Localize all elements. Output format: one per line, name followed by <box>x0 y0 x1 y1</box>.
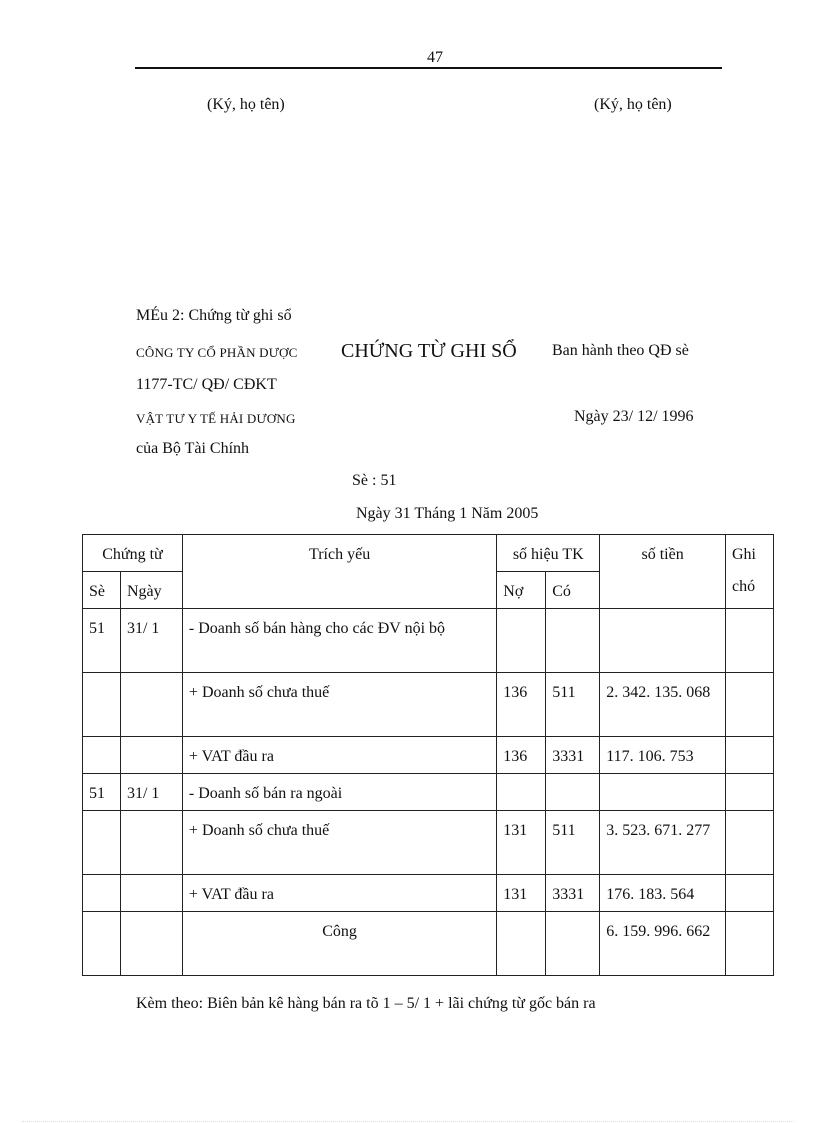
header-ghi-chu <box>725 535 773 609</box>
table-row <box>83 875 774 912</box>
cell-trich-yeu: + Doanh số chưa thuế <box>182 673 496 737</box>
decree-line2: 1177-TC/ QĐ/ CĐKT <box>136 376 277 393</box>
cell-ngay <box>120 875 182 912</box>
cell-ghi-chu <box>725 774 773 811</box>
cell-no <box>497 912 546 976</box>
table-row <box>83 774 774 811</box>
form-label: MÉu 2: Chứng từ ghi sổ <box>136 307 292 324</box>
header-trich-yeu: Trích yếu <box>182 535 496 609</box>
cell-so <box>83 912 121 976</box>
table-total-row <box>83 912 774 976</box>
ledger-table <box>82 534 774 976</box>
decree-line3: của Bộ Tài Chính <box>136 440 250 457</box>
header-ghi-chu-1: Ghi <box>731 546 756 563</box>
table-row <box>83 609 774 673</box>
cell-no: 136 <box>497 673 546 737</box>
cell-so-tien: 2. 342. 135. 068 <box>600 673 726 737</box>
signature-right: (Ký, họ tên) <box>594 96 672 113</box>
table-row <box>83 737 774 774</box>
header-so-tien: số tiền <box>600 535 726 609</box>
document-date: Ngày 31 Tháng 1 Năm 2005 <box>356 505 539 522</box>
cell-co: 3331 <box>546 737 600 774</box>
table-row <box>83 673 774 737</box>
cell-ghi-chu <box>725 875 773 912</box>
document-number: Sè : 51 <box>352 472 397 489</box>
cell-trich-yeu: + VAT đầu ra <box>182 737 496 774</box>
cell-ghi-chu <box>725 673 773 737</box>
cell-so-tien: 3. 523. 671. 277 <box>600 811 726 875</box>
signature-left: (Ký, họ tên) <box>207 96 285 113</box>
cell-ngay <box>120 673 182 737</box>
header-ngay: Ngày <box>120 572 182 609</box>
cell-co: 511 <box>546 811 600 875</box>
cell-ghi-chu <box>725 912 773 976</box>
table-row <box>83 811 774 875</box>
cell-ngay <box>120 811 182 875</box>
page-number: 47 <box>427 49 443 66</box>
footer-note: Kèm theo: Biên bản kê hàng bán ra tõ 1 – 5/ 1 + lãi chứng từ gốc bán ra <box>136 995 596 1012</box>
total-label: Công <box>182 912 496 976</box>
cell-so-tien <box>600 774 726 811</box>
cell-so <box>83 811 121 875</box>
cell-no: 131 <box>497 875 546 912</box>
cell-ngay <box>120 737 182 774</box>
cell-so <box>83 737 121 774</box>
cell-so <box>83 875 121 912</box>
cell-trich-yeu: - Doanh số bán hàng cho các ĐV nội bộ <box>182 609 496 673</box>
company-name-line2: VẬT TƯ Y TẾ HẢI DƯƠNG <box>136 411 296 426</box>
cell-ngay: 31/ 1 <box>120 609 182 673</box>
cell-so: 51 <box>83 774 121 811</box>
cell-co <box>546 774 600 811</box>
cell-ghi-chu <box>725 811 773 875</box>
cell-ngay <box>120 912 182 976</box>
header-no: Nợ <box>497 572 546 609</box>
cell-so-tien: 117. 106. 753 <box>600 737 726 774</box>
cell-co <box>546 912 600 976</box>
cell-no <box>497 774 546 811</box>
cell-no: 131 <box>497 811 546 875</box>
cell-no: 136 <box>497 737 546 774</box>
cell-trich-yeu: + Doanh số chưa thuế <box>182 811 496 875</box>
cell-trich-yeu: + VAT đầu ra <box>182 875 496 912</box>
header-rule <box>135 67 722 69</box>
page-bottom-divider <box>22 1121 794 1122</box>
cell-co: 3331 <box>546 875 600 912</box>
header-so-hieu-tk: số hiệu TK <box>497 535 600 572</box>
company-name-line1: CÔNG TY CỔ PHẦN DƯỢC <box>136 345 298 360</box>
cell-co <box>546 609 600 673</box>
cell-ngay: 31/ 1 <box>120 774 182 811</box>
cell-so-tien: 176. 183. 564 <box>600 875 726 912</box>
cell-no <box>497 609 546 673</box>
header-ghi-chu-2: chó <box>731 578 756 595</box>
cell-so <box>83 673 121 737</box>
header-so: Sè <box>83 572 121 609</box>
header-chung-tu: Chứng từ <box>83 535 183 572</box>
cell-co: 511 <box>546 673 600 737</box>
table-header-row <box>83 535 774 572</box>
decree-date: Ngày 23/ 12/ 1996 <box>574 408 694 425</box>
cell-so-tien <box>600 609 726 673</box>
cell-ghi-chu <box>725 609 773 673</box>
cell-ghi-chu <box>725 737 773 774</box>
total-value: 6. 159. 996. 662 <box>600 912 726 976</box>
cell-so: 51 <box>83 609 121 673</box>
header-co: Có <box>546 572 600 609</box>
document-title: CHỨNG TỪ GHI SỔ <box>341 340 517 362</box>
decree-line1: Ban hành theo QĐ sè <box>552 342 689 359</box>
cell-trich-yeu: - Doanh số bán ra ngoài <box>182 774 496 811</box>
